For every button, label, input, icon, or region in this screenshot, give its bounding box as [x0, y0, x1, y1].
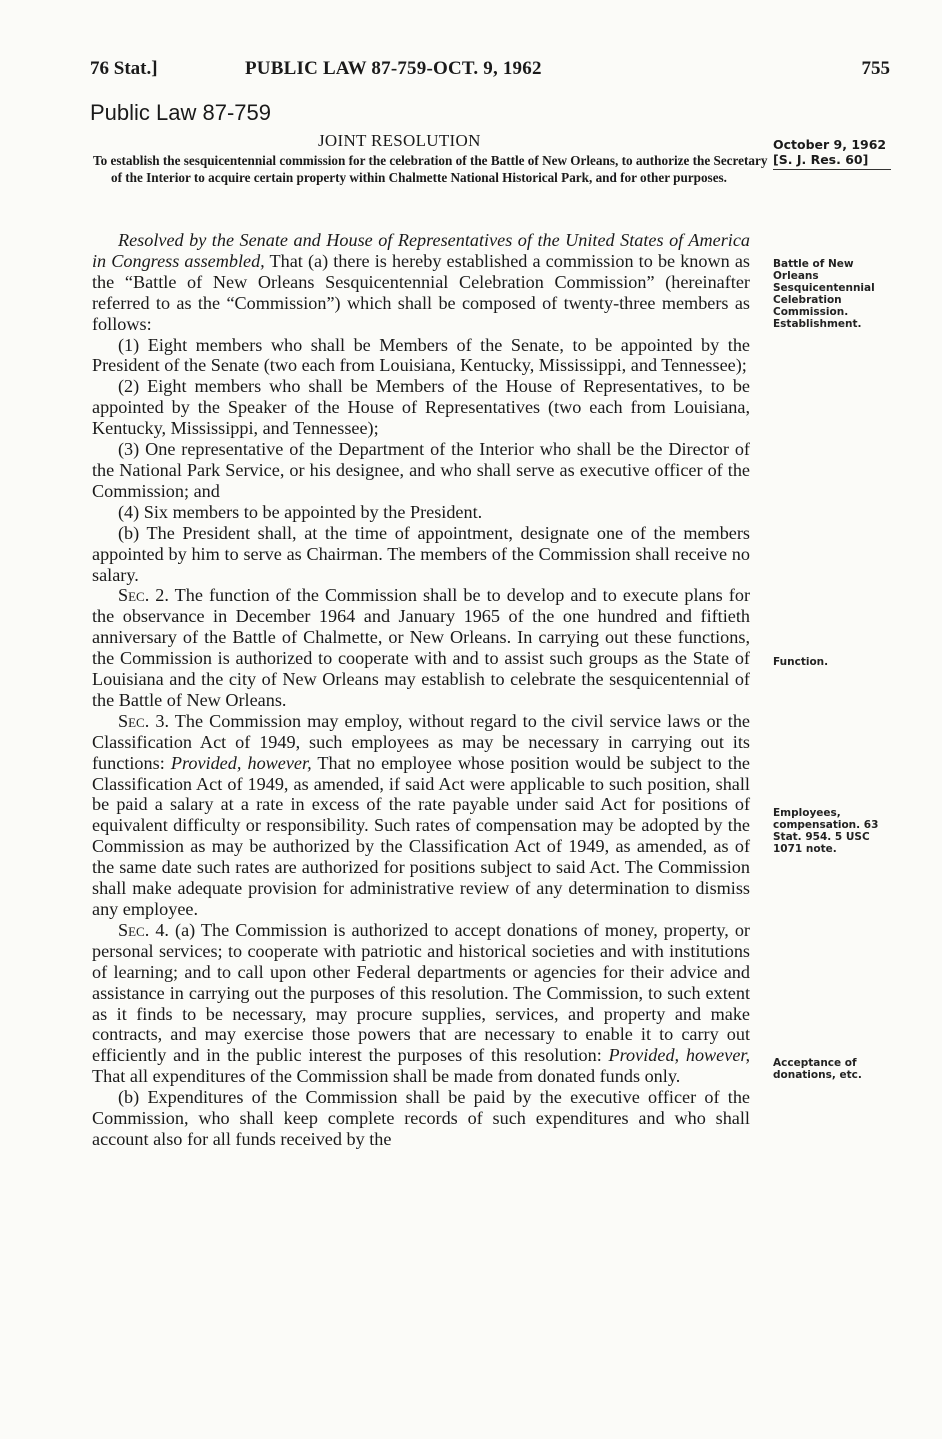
- section-4-proviso: Provided, however,: [608, 1045, 750, 1066]
- page-number: 755: [861, 58, 890, 79]
- purpose-clause: To establish the sesquicentennial commission for the celebration of the Battle of New Orleans, to authorize the Secretary of the Interior to acquire certain property within Chalmette National Historical Park, and for other purposes.: [93, 153, 768, 185]
- section-2-paragraph: [92, 585, 750, 710]
- law-date-header: PUBLIC LAW 87-759-OCT. 9, 1962: [245, 58, 542, 79]
- house-members-paragraph: (2) Eight members who shall be Members of the House of Representatives, to be appointed by the Speaker of the House of Representatives (two each from Louisiana, Kentucky, Mississippi, and Tennessee);: [92, 376, 750, 439]
- enactment-date: October 9, 1962: [773, 137, 887, 152]
- section-2-text: The function of the Commission shall be to develop and to execute plans for the observance in December 1964 and January 1965 of the one hundred and fiftieth anniversary of the Battle of Chalmette, or New Orleans. In carrying out these functions, the Commission is authorized to cooperate with and to assist such groups as the State of Louisiana and the city of New Orleans may establish to celebrate the sesquicentennial of the Battle of New Orleans.: [92, 585, 750, 710]
- sj-res-number: [S. J. Res. 60]: [773, 152, 869, 167]
- margin-date-note: [773, 137, 891, 170]
- enacting-clause: Resolved by the Senate and House of Representatives of the United States of America in Congress assembled,: [92, 230, 750, 271]
- resolution-body: [92, 230, 750, 1150]
- section-3-label: Sec. 3.: [118, 710, 169, 731]
- margin-note-establishment: Battle of New Orleans Sesquicentennial Celebration Commission. Establishment.: [773, 258, 875, 330]
- senate-members-paragraph: (1) Eight members who shall be Members of the Senate, to be appointed by the President of the Senate (two each from Louisiana, Kentucky, Mississippi, and Tennessee);: [92, 334, 750, 376]
- section-3-proviso: Provided, however,: [170, 752, 312, 773]
- section-3-text-a: The Commission may employ, without regard to the civil service laws or the Classification Act of 1949, such employees as may be necessary in carrying out its functions:: [92, 710, 750, 773]
- margin-note-employees: Employees, compensation. 63 Stat. 954. 5 USC 1071 note.: [773, 807, 879, 855]
- public-law-title: Public Law 87-759: [90, 100, 272, 125]
- chairman-paragraph: (b) The President shall, at the time of appointment, designate one of the members appointed by him to serve as Chairman. The members of the Commission shall receive no salary.: [92, 522, 750, 585]
- interior-representative-paragraph: (3) One representative of the Department of the Interior who shall be the Director of the National Park Service, or his designee, and who shall serve as executive officer of the Commission; and: [92, 439, 750, 501]
- statute-volume: 76 Stat.]: [90, 58, 158, 79]
- section-2-label: Sec. 2.: [118, 585, 169, 606]
- section-3-text-b: That no employee whose position would be subject to the Classification Act of 1949, as amended, if said Act were applicable to such position, shall be paid a salary at a rate in excess of the rate payable under said Act for positions of equivalent difficulty or responsibility. Such rates of compensation may be adopted by the Commission as may be authorized by the Classification Act of 1949, as amended, as of the same date such rates are authorized for positions subject to said Act. The Commission shall make adequate provision for administrative review of any determination to dismiss any employee.: [92, 752, 750, 919]
- section-4-text-a: (a) The Commission is authorized to accept donations of money, property, or personal services; to cooperate with patriotic and historical societies and with institutions of learning; and to call upon other Federal departments or agencies for their advice and assistance in carrying out the purposes of this resolution. The Commission, to such extent as it finds to be necessary, may procure supplies, services, and property and make contracts, and may exercise those powers that are necessary to enable it to carry out efficiently and in the public interest the purposes of this resolution:: [92, 919, 750, 1066]
- section-4-text-b: That all expenditures of the Commission shall be made from donated funds only.: [92, 1066, 681, 1087]
- section-1a-text: That (a) there is hereby established a commission to be known as the “Battle of New Orleans Sesquicentennial Celebration Commission” (hereinafter referred to as the “Commission”) which shall be composed of twenty-three members as follows:: [92, 250, 750, 334]
- margin-note-function: Function.: [773, 656, 829, 668]
- section-4-paragraph: [92, 920, 750, 1087]
- section-4-label: Sec. 4.: [118, 919, 169, 940]
- section-3-paragraph: [92, 711, 750, 920]
- presidential-members-paragraph: (4) Six members to be appointed by the President.: [118, 501, 483, 522]
- margin-note-donations: Acceptance of donations, etc.: [773, 1057, 862, 1081]
- margin-rule: [773, 167, 891, 170]
- section-4b-paragraph: (b) Expenditures of the Commission shall be paid by the executive officer of the Commission, who shall keep complete records of such expenditures and who shall account also for all funds received by the: [92, 1087, 750, 1149]
- joint-resolution-title: JOINT RESOLUTION: [318, 131, 481, 150]
- enacting-paragraph: [92, 230, 750, 335]
- running-header: [90, 58, 890, 88]
